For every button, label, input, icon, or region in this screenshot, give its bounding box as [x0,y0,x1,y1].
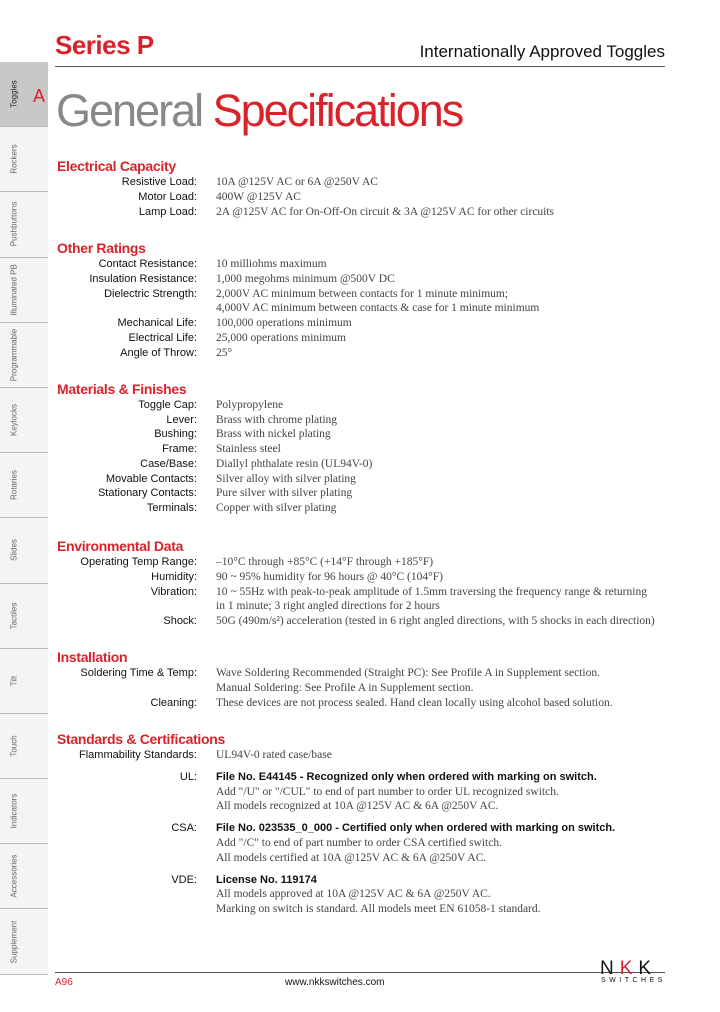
spec-row [0,696,720,711]
spec-label: CSA: [171,822,197,835]
side-tab-label: Tilt [9,675,19,686]
spec-row [0,873,720,888]
spec-row [0,316,720,331]
spec-label: Flammability Standards: [79,749,197,761]
spec-row [0,442,720,457]
spec-label: Cleaning: [150,696,197,709]
spec-value: License No. 119174 [216,873,317,886]
spec-label: Electrical Life: [128,332,197,344]
spec-value: All models certified at 10A @125V AC & 6A @250V AC. [216,851,487,864]
spec-label: Operating Temp Range: [80,556,197,568]
spec-label: VDE: [171,873,197,886]
spec-value: 2,000V AC minimum between contacts for 1 minute minimum; [216,287,509,300]
spec-row [0,287,720,302]
spec-label: Motor Load: [138,190,197,203]
spec-row [0,785,720,800]
spec-label: Lamp Load: [138,205,197,218]
spec-row [0,570,720,585]
spec-label: Soldering Time & Temp: [80,667,197,679]
spec-label: Movable Contacts: [105,472,197,485]
side-tab-label: Programmable [9,328,19,382]
spec-row [0,457,720,472]
spec-row [0,666,720,681]
spec-row [0,175,720,190]
spec-value: Marking on switch is standard. All models meet EN 61058-1 standard. [216,903,541,916]
side-tab-label: Rotaries [9,470,19,501]
spec-label: Insulation Resistance: [89,272,197,285]
side-tab-label: Touch [9,735,19,757]
spec-value: 1,000 megohms minimum @500V DC [216,272,395,285]
spec-row [0,257,720,272]
logo-subtext: SWITCHES [601,977,666,984]
side-tab-label: Rockers [9,144,19,174]
spec-row [0,398,720,413]
spec-value: Pure silver with silver plating [216,487,353,500]
spec-row [0,205,720,220]
spec-row [0,486,720,501]
spec-label: Angle of Throw: [120,346,197,359]
spec-value: All models approved at 10A @125V AC & 6A @250V AC. [216,888,491,901]
series-title: Series P [55,30,154,60]
spec-row [0,585,720,600]
spec-value: Brass with chrome plating [216,413,338,426]
spec-value: in 1 minute; 3 right angled directions for 2 hours [216,600,440,613]
spec-value: –10°C through +85°C (+14°F through +185°F) [216,556,434,568]
logo-text: NKK [600,958,658,979]
spec-label: Bushing: [154,428,197,441]
page-tagline: Internationally Approved Toggles [419,42,665,61]
spec-row [0,681,720,696]
side-tab-label: Supplement [9,920,19,963]
section-title-environmental: Environmental Data [57,538,184,554]
spec-row [0,799,720,814]
spec-value: UL94V-0 rated case/base [216,749,332,761]
spec-label: Case/Base: [140,457,197,470]
section-title-installation: Installation [57,649,128,665]
spec-row [0,427,720,442]
spec-label: Mechanical Life: [117,317,197,330]
spec-value: 2A @125V AC for On-Off-On circuit & 3A @125V AC for other circuits [216,205,555,218]
section-title-standards: Standards & Certifications [57,731,226,747]
spec-row [0,836,720,851]
side-tab-label: Keylocks [9,404,19,437]
spec-row [0,599,720,614]
spec-value: 25° [216,346,233,359]
side-tab-toggles[interactable] [0,62,48,127]
spec-value: Stainless steel [216,443,281,456]
side-tab-label: Tactiles [9,602,19,629]
nkk-logo [600,958,666,986]
spec-row [0,331,720,346]
spec-value: File No. E44145 - Recognized only when ordered with marking on switch. [216,770,597,783]
spec-value: Diallyl phthalate resin (UL94V-0) [216,457,373,470]
spec-value: Silver alloy with silver plating [216,472,356,485]
spec-value: Manual Soldering: See Profile A in Supplement section. [216,681,474,694]
spec-row [0,902,720,917]
spec-value: These devices are not process sealed. Hand clean locally using alcohol based solution. [216,696,613,709]
side-tab-label: Slides [9,539,19,562]
spec-value: Add "/C" to end of part number to order CSA certified switch. [216,837,502,849]
spec-label: Contact Resistance: [98,258,197,270]
footer-url[interactable]: www.nkkswitches.com [285,977,385,988]
spec-row [0,748,720,763]
spec-value: 90 ~ 95% humidity for 96 hours @ 40°C (104°F) [216,570,443,583]
spec-value: Wave Soldering Recommended (Straight PC): See Profile A in Supplement section. [216,667,600,679]
spec-label: Toggle Cap: [138,399,197,411]
heading-specifications: Specifications [212,85,463,136]
spec-label: UL: [179,770,197,783]
spec-row [0,770,720,785]
spec-row [0,472,720,487]
side-tab-supplement[interactable] [0,909,48,974]
spec-row [0,501,720,516]
section-title-electrical: Electrical Capacity [57,158,176,174]
page-heading [56,85,463,136]
spec-value: 100,000 operations minimum [216,317,352,330]
spec-label: Vibration: [150,585,197,598]
spec-value: 10 ~ 55Hz with peak-to-peak amplitude of 1.5mm traversing the frequency range & returning [216,585,647,598]
spec-row [0,851,720,866]
spec-row [0,821,720,836]
side-tab-label: Pushbuttons [9,202,19,247]
spec-row [0,887,720,902]
spec-value: Add "/U" or "/CUL" to end of part number to order UL recognized switch. [216,785,559,798]
spec-row [0,272,720,287]
spec-value: 10A @125V AC or 6A @250V AC [216,176,378,188]
spec-value: 50G (490m/s²) acceleration (tested in 6 right angled directions, with 5 shocks in each direction) [216,615,655,628]
spec-label: Resistive Load: [121,176,197,188]
spec-value: Polypropylene [216,399,284,411]
spec-value: 10 milliohms maximum [216,258,327,270]
spec-label: Lever: [166,413,197,426]
spec-value: All models recognized at 10A @125V AC & 6A @250V AC. [216,800,499,813]
spec-row [0,614,720,629]
spec-label: Frame: [162,443,197,456]
spec-label: Dielectric Strength: [104,287,197,300]
page-number: A96 [55,977,73,988]
spec-value: Copper with silver plating [216,501,337,514]
spec-label: Terminals: [146,501,197,514]
section-letter: A [33,86,46,106]
header-divider [55,66,665,67]
footer-divider [55,972,665,973]
spec-row [0,413,720,428]
spec-row [0,555,720,570]
spec-value: 400W @125V AC [216,190,301,203]
section-title-materials: Materials & Finishes [57,381,187,397]
heading-general: General [56,85,203,136]
spec-row [0,301,720,316]
spec-label: Stationary Contacts: [97,487,197,500]
spec-value: Brass with nickel plating [216,428,331,441]
spec-value: 25,000 operations minimum [216,332,347,344]
spec-row [0,346,720,361]
spec-label: Humidity: [151,570,197,583]
spec-row [0,190,720,205]
side-tab-label: Indicators [9,793,19,829]
section-title-other: Other Ratings [57,240,146,256]
side-tab-label: Toggles [9,80,19,108]
spec-value: File No. 023535_0_000 - Certified only when ordered with marking on switch. [216,822,616,835]
spec-value: 4,000V AC minimum between contacts & case for 1 minute minimum [216,302,540,315]
spec-label: Shock: [163,615,197,628]
side-tab-label: Illuminated PB [9,263,19,316]
side-tab-label: Accessories [9,854,19,898]
